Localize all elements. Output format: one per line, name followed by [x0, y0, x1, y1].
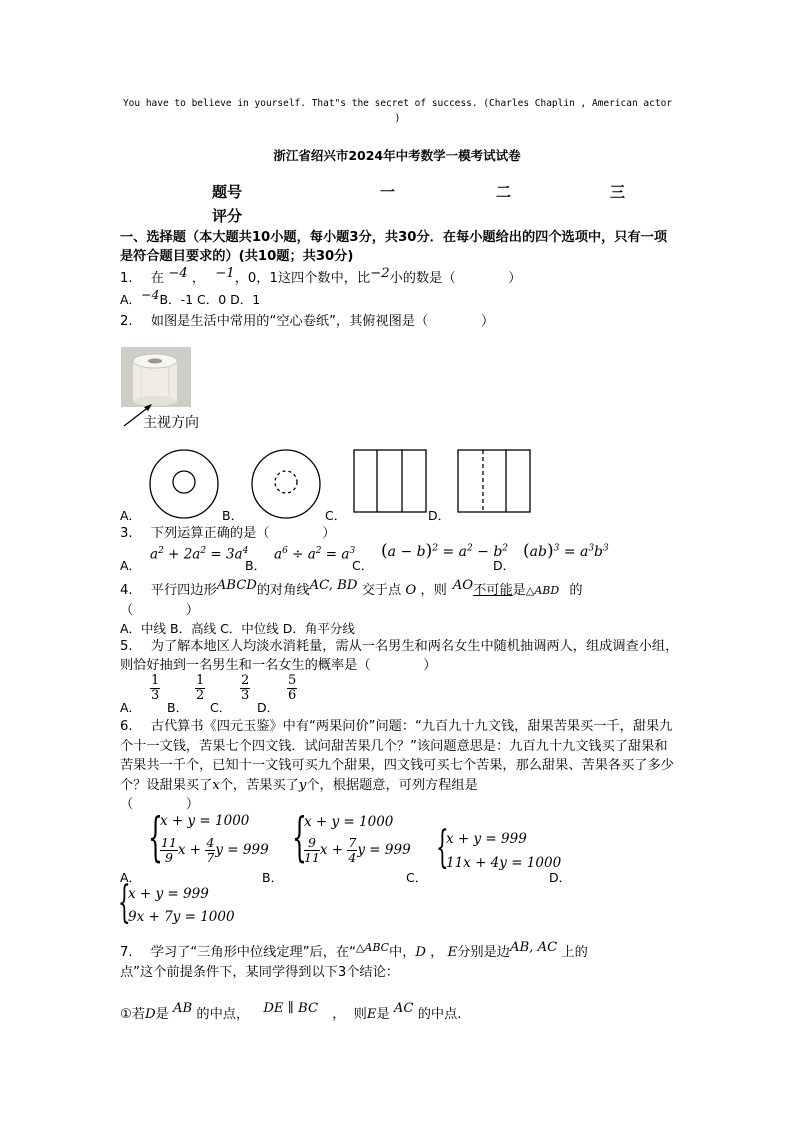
q3-option-b-expr: $a^6 \div a^2 = a^3$ [274, 546, 356, 563]
option-a-figure [148, 448, 220, 520]
question-5: 5. 为了解本地区人均淡水消耗量，需从一名男生和两名女生中随机抽调两人，组成调查小组，则恰好抽到一名男生和一名女生的概率是（ ） [120, 639, 679, 673]
table-header-part-3: 三 [610, 183, 626, 201]
q6-option-b-eq1: x + y = 1000 [304, 814, 394, 830]
question-3: 3. 下列运算正确的是（ ） [120, 526, 336, 541]
q3-option-c-label: C． [352, 558, 374, 573]
table-row-score: 评分 [212, 207, 243, 225]
question-6: 6. 古代算书《四元玉鉴》中有“两果问价”问题：“九百九十九文钱，甜果苦果买一千，甜果九个十一文钱，苦果七个四文钱．试问甜苦果几个？”该问题意思是：九百九十九文钱买了甜果和苦果共一千个，已知十一文钱可买九个甜果，四文钱可买七个苦果，那么甜果、苦果各买了多少个？设甜果买了x个，苦果买了y个，根据题意，可列方程组是 [120, 719, 674, 793]
q3-option-c-expr: $(a - b)^2 = a^2 - b^2$ [381, 541, 509, 561]
question-7-conclusion-1: ①若D是 AB 的中点， DE ∥ BC ， 则E是 AC 的中点. [120, 1001, 462, 1022]
q6-option-c-eq1: x + y = 999 [446, 831, 527, 847]
q2-option-b-label: B． [222, 508, 244, 523]
q6-option-c-eq2: 11x + 4y = 1000 [446, 855, 562, 871]
question-4-options: A．中线 B．高线 C．中位线 D．角平分线 [120, 621, 355, 636]
option-d-figure [456, 448, 532, 514]
q6-option-d-eq2: 9x + 7y = 1000 [128, 909, 235, 925]
question-4-paren: （ ） [120, 603, 200, 618]
q6-option-c-label: C． [406, 870, 428, 885]
q6-option-d-eq1: x + y = 999 [128, 886, 209, 902]
q5-option-c-fraction: $\frac{2}{3}$ [241, 673, 250, 703]
q3-option-a-label: A． [120, 558, 142, 573]
q3-option-b-label: B． [245, 558, 267, 573]
question-7: 7. 学习了“三角形中位线定理”后，在“$^{\triangle ABC}$中，D ， E分别是边AB, AC 上的 [120, 940, 588, 960]
q5-option-b-label: B． [167, 700, 189, 715]
toilet-paper-photo [121, 347, 191, 407]
q6-option-b-brace: { [292, 808, 307, 868]
q3-option-d-expr: $(ab)^3 = a^3b^3$ [523, 541, 609, 561]
q2-option-c-label: C． [325, 508, 347, 523]
q6-option-b-label: B． [262, 870, 284, 885]
q6-option-d-brace: { [118, 877, 131, 928]
q6-option-b-eq2: $\frac{9}{11}$ x + $\frac{7}{4}$ y = 999 [304, 835, 411, 865]
question-2: 2. 如图是生活中常用的“空心卷纸”，其俯视图是（ ） [120, 314, 495, 329]
q6-option-d-label: D． [549, 870, 572, 885]
q6-option-a-brace: { [148, 808, 163, 868]
section-heading: 一、选择题（本大题共10小题，每小题3分，共30分．在每小题给出的四个选项中，只有一项是符合题目要求的）(共10题；共30分) [120, 230, 668, 264]
q5-option-a-label: A． [120, 700, 142, 715]
question-6-paren: （ ） [120, 797, 200, 812]
q5-option-b-fraction: $\frac{1}{2}$ [196, 673, 205, 703]
q2-option-d-label: D． [428, 508, 451, 523]
q3-option-a-expr: $a^2 + 2a^2 = 3a^4$ [150, 546, 249, 563]
option-b-figure [250, 448, 322, 520]
exam-title: 浙江省绍兴市2024年中考数学一模考试试卷 [273, 148, 521, 163]
q6-option-c-brace: { [436, 822, 449, 873]
q5-option-d-fraction: $\frac{5}{6}$ [288, 673, 297, 703]
motto-text: You have to believe in yourself. That"s the secret of success. (Charles Chaplin , American actor ) [122, 98, 673, 124]
table-header-part-1: 一 [380, 183, 396, 201]
view-direction-caption: 主视方向 [143, 415, 199, 431]
question-1: 1. 在 −4 ， −1，0，1这四个数中，比−2小的数是（ ） [120, 266, 522, 286]
q5-option-a-fraction: $\frac{1}{3}$ [151, 673, 160, 703]
q2-option-a-label: A． [120, 508, 142, 523]
table-header-part-2: 二 [496, 183, 512, 201]
table-header-question-no: 题号 [212, 183, 243, 201]
q3-option-d-label: D． [493, 558, 516, 573]
q5-option-c-label: C． [210, 700, 232, 715]
q6-option-a-eq1: x + y = 1000 [160, 813, 250, 829]
question-7-line-2: 点”这个前提条件下，某同学得到以下3个结论： [120, 965, 399, 980]
q6-option-a-label: A． [120, 870, 142, 885]
q6-option-a-eq2: $\frac{11}{9}$ x + $\frac{4}{7}$ y = 999 [161, 835, 269, 865]
question-4: 4. 平行四边形ABCD的对角线AC, BD 交于点 O ，则 AO不可能是△ABD 的 [120, 578, 583, 598]
q5-option-d-label: D． [257, 700, 280, 715]
question-1-options: A．−4B．-1 C．0 D．1 [120, 287, 261, 307]
option-c-figure [352, 448, 428, 514]
